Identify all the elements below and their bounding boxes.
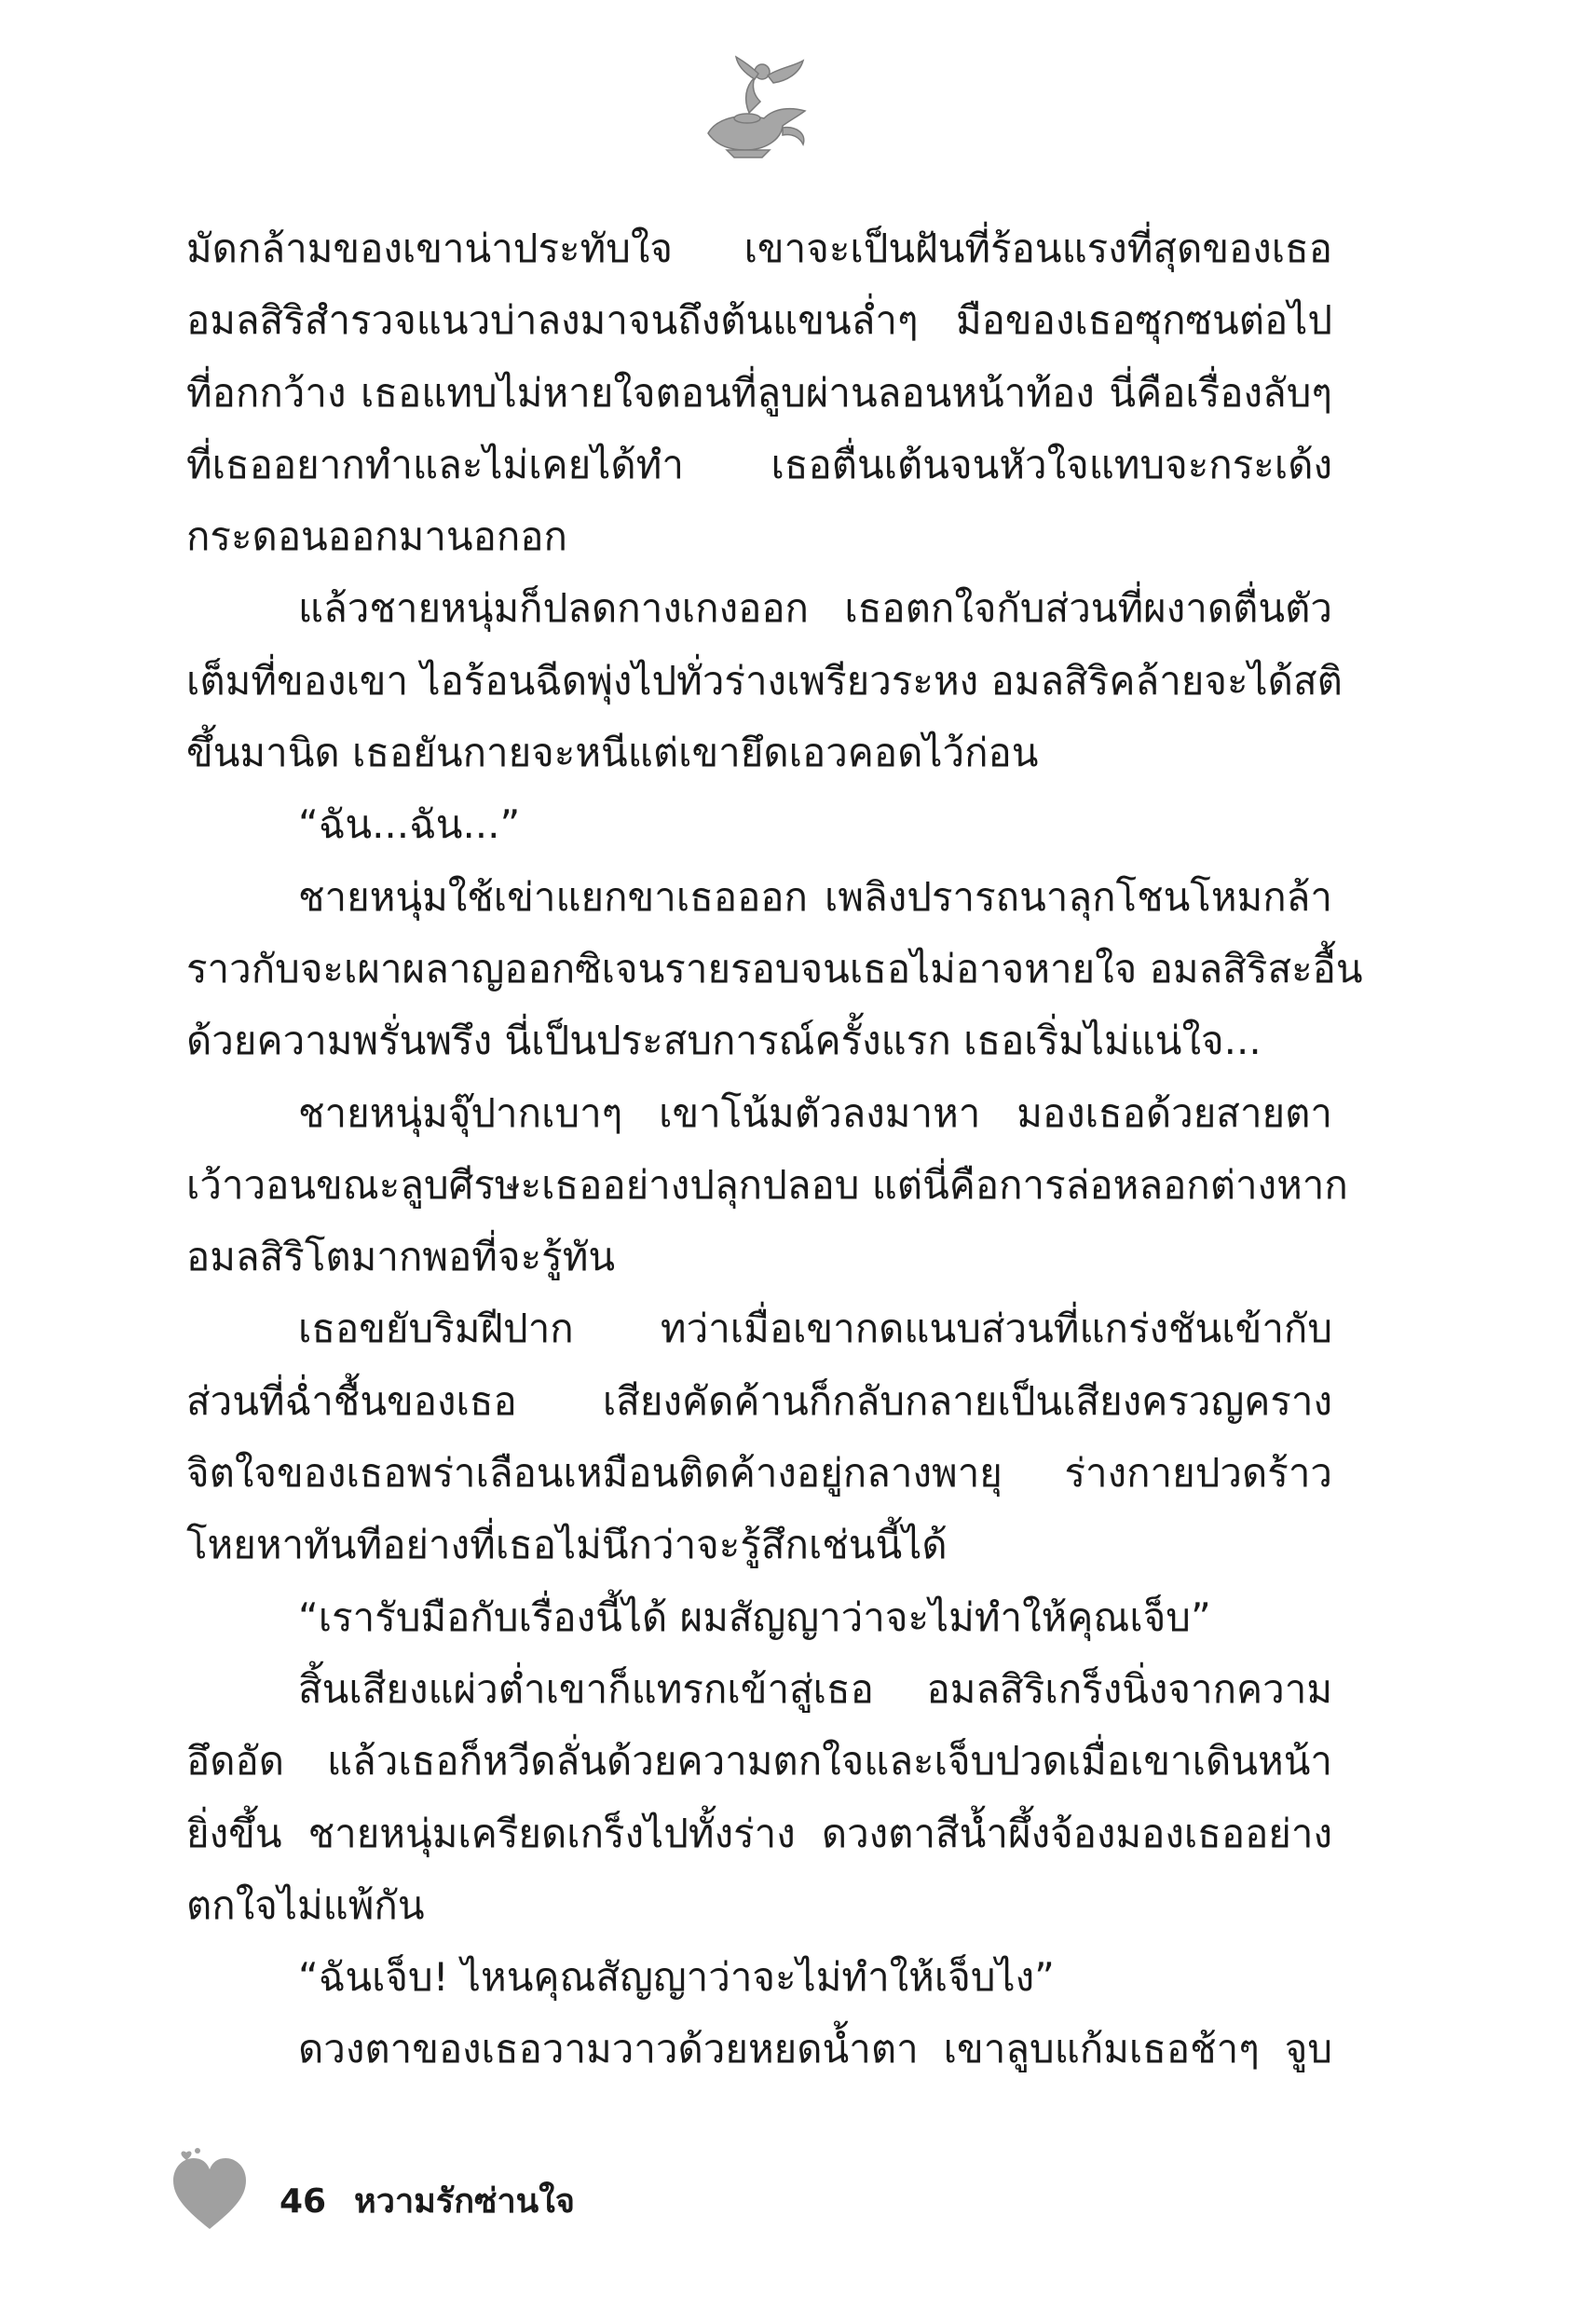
text-line: เธอขยับริมฝีปาก ทว่าเมื่อเขากดแนบส่วนที่แกร่งชันเข้ากับ [298,1306,1332,1352]
text-line: มัดกล้ามของเขาน่าประทับใจ เขาจะเป็นฝันที่ร้อนแรงที่สุดของเธอ [186,226,1332,271]
heart-icon [168,2143,252,2236]
body-text [186,212,1363,2085]
text-line: “เรารับมือกับเรื่องนี้ได้ ผมสัญญาว่าจะไม่ทำให้คุณเจ็บ” [298,1593,1211,1640]
text-line: ดวงตาของเธอวามวาวด้วยหยดน้ำตา เขาลูบแก้มเธอช้าๆ จูบ [298,2026,1332,2072]
text-line: ราวกับจะเผาผลาญออกซิเจนรายรอบจนเธอไม่อาจหายใจ อมลสิริสะอื้น [186,945,1363,991]
text-line: อมลสิริสำรวจแนวบ่าลงมาจนถึงต้นแขนล่ำๆ มือของเธอซุกซนต่อไป [186,297,1332,344]
text-line: โหยหาทันทีอย่างที่เธอไม่นึกว่าจะรู้สึกเช่นนี้ได้ [186,1522,948,1568]
running-title: หวามรักซ่านใจ [354,2182,575,2221]
text-line: ชายหนุ่มจุ๊ปากเบาๆ เขาโน้มตัวลงมาหา มองเธอด้วยสายตา [298,1089,1332,1136]
text-line: ยิ่งขึ้น ชายหนุ่มเครียดเกร็งไปทั้งร่าง ดวงตาสีน้ำผึ้งจ้องมองเธออย่าง [186,1810,1332,1856]
text-line: ที่เธออยากทำและไม่เคยได้ทำ เธอตื่นเต้นจนหัวใจแทบจะกระเด้ง [186,441,1332,487]
text-line: อมลสิริโตมากพอที่จะรู้ทัน [186,1234,616,1280]
text-line: ตกใจไม่แพ้กัน [186,1881,425,1928]
text-line: เว้าวอนขณะลูบศีรษะเธออย่างปลุกปลอบ แต่นี่คือการล่อหลอกต่างหาก [186,1161,1348,1208]
text-line: แล้วชายหนุ่มก็ปลดกางเกงออก เธอตกใจกับส่วนที่ผงาดตื่นตัว [298,585,1332,632]
page-number: 46 [280,2182,327,2221]
text-line: กระดอนออกมานอกอก [186,513,567,560]
genie-lamp-icon [689,51,820,163]
text-line: ขึ้นมานิด เธอยันกายจะหนีแต่เขายึดเอวคอดไว้ก่อน [186,730,1039,776]
page-footer [168,2143,727,2255]
text-line: “ฉัน...ฉัน...” [298,801,521,848]
text-line: ส่วนที่ฉ่ำชื้นของเธอ เสียงคัดค้านก็กลับกลายเป็นเสียงครวญคราง [186,1377,1332,1424]
text-line: เต็มที่ของเขา ไอร้อนฉีดพุ่งไปทั่วร่างเพรียวระหง อมลสิริคล้ายจะได้สติ [186,657,1343,704]
text-line: ด้วยความพรั่นพรึง นี่เป็นประสบการณ์ครั้งแรก เธอเริ่มไม่แน่ใจ... [186,1018,1262,1064]
text-line: ชายหนุ่มใช้เข่าแยกขาเธอออก เพลิงปรารถนาลุกโชนโหมกล้า [298,873,1332,920]
text-line: จิตใจของเธอพร่าเลือนเหมือนติดค้างอยู่กลางพายุ ร่างกายปวดร้าว [186,1450,1332,1497]
text-line: “ฉันเจ็บ! ไหนคุณสัญญาว่าจะไม่ทำให้เจ็บไง” [298,1954,1055,2001]
text-line: ที่อกกว้าง เธอแทบไม่หายใจตอนที่ลูบผ่านลอนหน้าท้อง นี่คือเรื่องลับๆ [186,369,1332,416]
text-line: สิ้นเสียงแผ่วต่ำเขาก็แทรกเข้าสู่เธอ อมลสิริเกร็งนิ่งจากความ [298,1665,1332,1712]
text-line: อึดอัด แล้วเธอก็หวีดลั่นด้วยความตกใจและเจ็บปวดเมื่อเขาเดินหน้า [186,1738,1332,1785]
